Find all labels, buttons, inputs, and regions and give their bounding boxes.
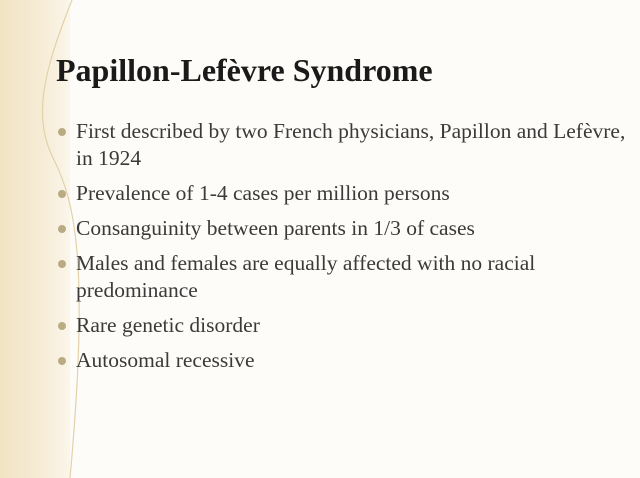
- bullet-item: [56, 312, 626, 339]
- bullet-item: [56, 347, 626, 374]
- bullet-item: [56, 118, 626, 172]
- bullet-text: First described by two French physicians, Papillon and Lefèvre, in 1924: [76, 119, 626, 170]
- bullet-text: Rare genetic disorder: [76, 313, 260, 337]
- bullet-text: Males and females are equally affected with no racial predominance: [76, 251, 536, 302]
- bullet-dot-icon: [58, 225, 66, 233]
- bullet-text: Consanguinity between parents in 1/3 of cases: [76, 216, 475, 240]
- bullet-item: [56, 215, 626, 242]
- bullet-dot-icon: [58, 190, 66, 198]
- bullet-text: Prevalence of 1-4 cases per million persons: [76, 181, 450, 205]
- bullet-dot-icon: [58, 260, 66, 268]
- bullet-dot-icon: [58, 357, 66, 365]
- bullet-item: [56, 180, 626, 207]
- slide-title: Papillon-Lefèvre Syndrome: [56, 52, 433, 88]
- bullet-dot-icon: [58, 128, 66, 136]
- bullet-item: [56, 250, 626, 304]
- bullet-list: [56, 118, 626, 382]
- bullet-dot-icon: [58, 322, 66, 330]
- bullet-text: Autosomal recessive: [76, 348, 255, 372]
